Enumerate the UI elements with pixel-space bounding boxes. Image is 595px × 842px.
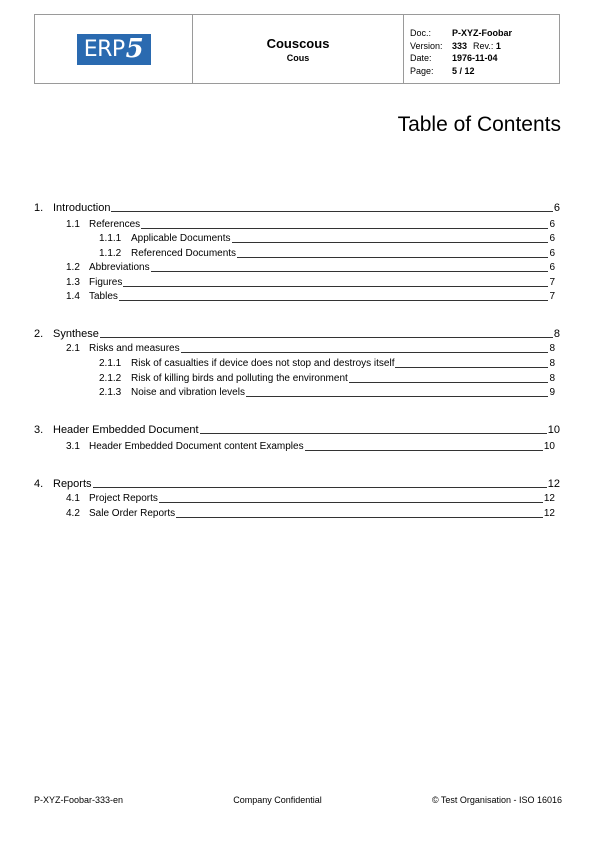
page-row bbox=[410, 65, 559, 78]
footer-copyright: © Test Organisation - ISO 16016 bbox=[431, 795, 562, 805]
toc-entry-page: 8 bbox=[549, 343, 555, 354]
toc-entry-page: 8 bbox=[553, 328, 560, 340]
toc-leader-line bbox=[237, 257, 548, 258]
toc-entry[interactable] bbox=[99, 233, 555, 245]
toc-entry-number: 4.2 bbox=[66, 508, 80, 519]
toc-entry[interactable] bbox=[99, 387, 555, 399]
toc-entry-title: References bbox=[89, 219, 141, 230]
toc-leader-line bbox=[395, 367, 548, 368]
toc-entry-number: 1. bbox=[34, 202, 44, 214]
toc-entry-title: Risk of casualties if device does not stop and destroys itself bbox=[131, 358, 395, 369]
toc-leader-line bbox=[232, 242, 549, 243]
toc-entry[interactable] bbox=[34, 478, 560, 490]
toc-entry-page: 6 bbox=[549, 219, 555, 230]
doc-value: P-XYZ-Foobar bbox=[452, 28, 512, 38]
toc-leader-line bbox=[181, 352, 548, 353]
logo-number: 5 bbox=[125, 34, 144, 64]
version-row bbox=[410, 40, 559, 53]
toc-entry-number: 2.1 bbox=[66, 343, 80, 354]
toc-entry-page: 8 bbox=[549, 358, 555, 369]
toc-entry[interactable] bbox=[66, 219, 555, 231]
toc-entry[interactable] bbox=[66, 343, 555, 355]
toc-entry-title: Risk of killing birds and polluting the environment bbox=[131, 373, 348, 384]
toc-entry-title: Applicable Documents bbox=[131, 233, 231, 244]
toc-heading: Table of Contents bbox=[397, 113, 561, 136]
toc-entry-title: Sale Order Reports bbox=[89, 508, 176, 519]
toc-entry-title: Tables bbox=[89, 291, 118, 302]
page-footer bbox=[34, 795, 562, 805]
toc-entry[interactable] bbox=[66, 441, 555, 453]
toc-leader-line bbox=[305, 450, 543, 451]
toc-entry-page: 7 bbox=[549, 277, 555, 288]
toc-entry-number: 1.1.1 bbox=[99, 233, 122, 244]
toc-entry-number: 4. bbox=[34, 478, 44, 490]
rev-label: Rev.: bbox=[473, 40, 494, 51]
toc-entry-number: 3. bbox=[34, 424, 44, 436]
toc-entry[interactable] bbox=[66, 508, 555, 520]
toc-entry[interactable] bbox=[34, 328, 560, 340]
toc-entry-title: Introduction bbox=[53, 202, 111, 214]
toc-entry-number: 1.1.2 bbox=[99, 248, 122, 259]
toc-entry-number: 2.1.1 bbox=[99, 358, 122, 369]
toc-entry-title: Figures bbox=[89, 277, 123, 288]
toc-entry-number: 1.2 bbox=[66, 262, 80, 273]
toc-entry[interactable] bbox=[99, 358, 555, 370]
toc-entry-page: 6 bbox=[549, 248, 555, 259]
logo-cell bbox=[35, 15, 193, 83]
toc-leader-line bbox=[93, 487, 547, 488]
toc-entry-page: 12 bbox=[543, 508, 555, 519]
toc-entry-number: 1.4 bbox=[66, 291, 80, 302]
date-label: Date: bbox=[410, 53, 432, 63]
version-label: Version: bbox=[410, 40, 443, 51]
toc-entry-number: 2. bbox=[34, 328, 44, 340]
toc-entry-number: 2.1.3 bbox=[99, 387, 122, 398]
rev-value: 1 bbox=[495, 40, 501, 51]
date-value: 1976-11-04 bbox=[452, 53, 498, 63]
erp5-logo bbox=[77, 34, 151, 65]
footer-doc-id: P-XYZ-Foobar-333-en bbox=[34, 795, 124, 805]
toc-entry[interactable] bbox=[34, 202, 560, 214]
toc-leader-line bbox=[123, 286, 548, 287]
document-title: Couscous bbox=[266, 35, 330, 51]
toc-entry-title: Risks and measures bbox=[89, 343, 180, 354]
date-row bbox=[410, 52, 559, 65]
toc-entry-title: Abbreviations bbox=[89, 262, 150, 273]
document-subtitle: Cous bbox=[286, 52, 310, 63]
toc-leader-line bbox=[246, 396, 548, 397]
toc-entry[interactable] bbox=[99, 248, 555, 260]
toc-entry-page: 6 bbox=[549, 233, 555, 244]
toc-entry[interactable] bbox=[99, 373, 555, 385]
doc-row bbox=[410, 27, 559, 40]
toc-leader-line bbox=[111, 211, 552, 212]
toc-entry-page: 6 bbox=[553, 202, 560, 214]
toc-entry-page: 10 bbox=[543, 441, 555, 452]
toc-entry-page: 12 bbox=[547, 478, 560, 490]
toc-entry-title: Header Embedded Document bbox=[53, 424, 199, 436]
toc-entry-page: 6 bbox=[549, 262, 555, 273]
toc-entry-page: 12 bbox=[543, 493, 555, 504]
toc-leader-line bbox=[119, 300, 548, 301]
toc-leader-line bbox=[159, 502, 543, 503]
toc-entry[interactable] bbox=[34, 424, 560, 436]
toc-entry-number: 4.1 bbox=[66, 493, 80, 504]
title-cell bbox=[193, 15, 404, 83]
toc-entry-page: 7 bbox=[549, 291, 555, 302]
doc-label: Doc.: bbox=[410, 28, 432, 38]
toc-entry-number: 1.1 bbox=[66, 219, 80, 230]
toc-entry-title: Noise and vibration levels bbox=[131, 387, 245, 398]
toc-entry-number: 1.3 bbox=[66, 277, 80, 288]
logo-text: ERP bbox=[83, 36, 125, 62]
toc-entry-number: 3.1 bbox=[66, 441, 80, 452]
toc-entry[interactable] bbox=[66, 493, 555, 505]
toc-entry[interactable] bbox=[66, 291, 555, 303]
page-label: Page: bbox=[410, 65, 434, 76]
version-value: 333 bbox=[452, 40, 468, 51]
toc-leader-line bbox=[151, 271, 548, 272]
toc-entry-title: Referenced Documents bbox=[131, 248, 237, 259]
toc-entry-page: 10 bbox=[547, 424, 560, 436]
toc-leader-line bbox=[349, 382, 548, 383]
toc-entry-title: Project Reports bbox=[89, 493, 158, 504]
toc-leader-line bbox=[200, 433, 547, 434]
toc-leader-line bbox=[176, 517, 543, 518]
page-value: 5 / 12 bbox=[452, 65, 475, 76]
document-header bbox=[34, 14, 560, 84]
toc-entry-page: 8 bbox=[549, 373, 555, 384]
metadata-cell bbox=[404, 15, 559, 83]
toc-entry-title: Header Embedded Document content Examples bbox=[89, 441, 304, 452]
toc-entry-title: Reports bbox=[53, 478, 92, 490]
toc-entry-number: 2.1.2 bbox=[99, 373, 122, 384]
toc-entry-title: Synthese bbox=[53, 328, 99, 340]
toc-leader-line bbox=[100, 337, 553, 338]
toc-entry[interactable] bbox=[66, 277, 555, 289]
toc-entry[interactable] bbox=[66, 262, 555, 274]
toc-leader-line bbox=[141, 228, 548, 229]
footer-confidential: Company Confidential bbox=[233, 795, 322, 805]
toc-entry-page: 9 bbox=[549, 387, 555, 398]
